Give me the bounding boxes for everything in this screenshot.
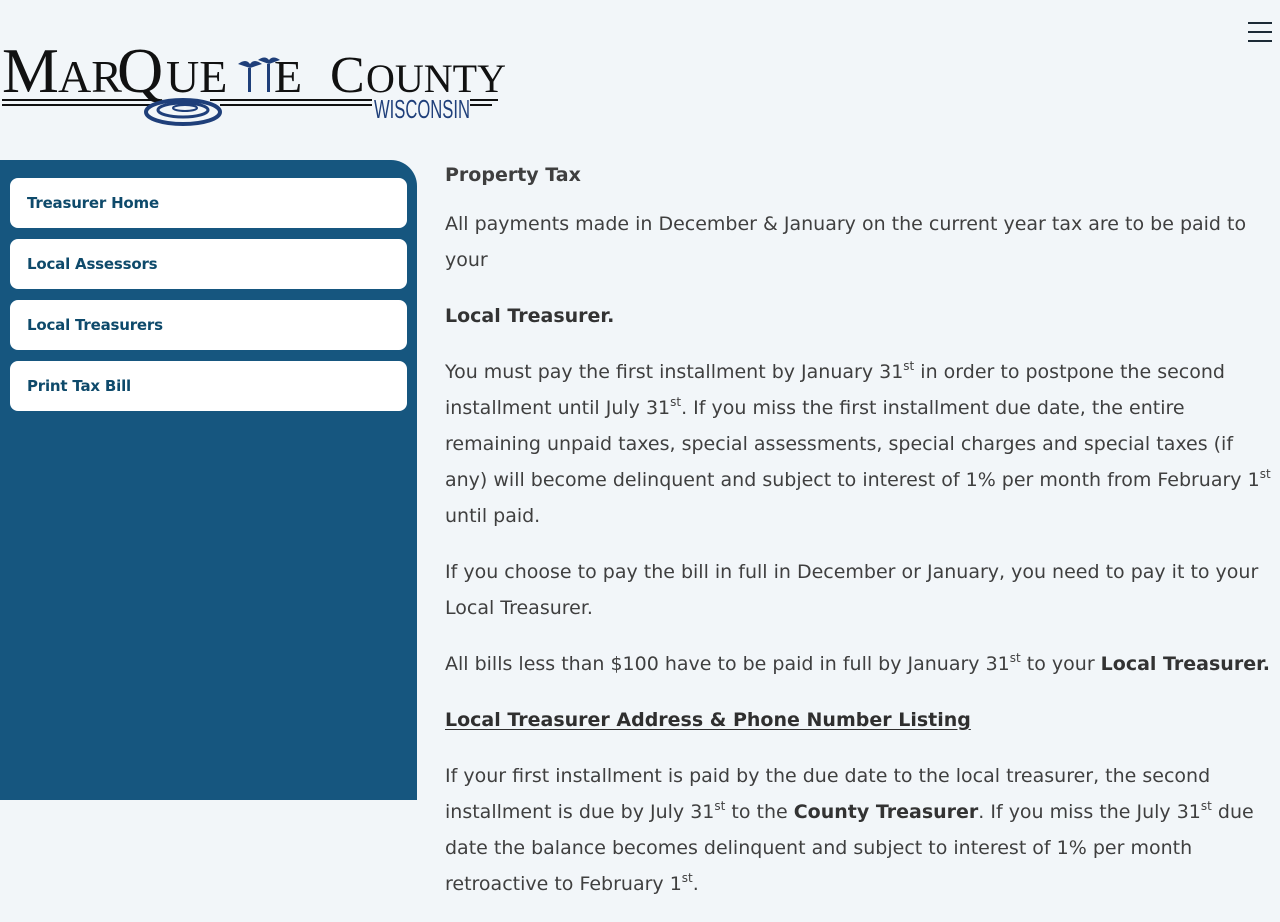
logo-text-e: E [274,51,303,102]
menu-line [1248,40,1272,42]
logo-text-marquette-rest: AR [58,51,122,102]
superscript: st [670,395,682,409]
text-segment: to your [1020,653,1101,675]
logo-text-marquette-m: M [2,35,59,106]
text-segment: due date the balance becomes delinquent and subject to interest of 1% per month retroactive to February 1 [445,801,1254,895]
logo-text-wisconsin: WISCONSIN [374,94,470,124]
text-segment: All bills less than $100 have to be paid in full by January 31 [445,653,1010,675]
logo-text-county-c: C [330,47,365,104]
superscript: st [903,359,915,373]
county-treasurer-bold: County Treasurer [793,801,979,823]
paragraph-full-payment: If you choose to pay the bill in full in December or January, you need to pay it to your Local Treasurer. [445,561,1259,619]
logo-text-county-rest: OUNTY [366,56,506,101]
sidebar-item-label: Local Treasurers [27,316,163,334]
sidebar-item-treasurer-home[interactable] [10,178,407,228]
superscript: st [1009,651,1021,665]
text-segment: . If you miss the first installment due date, the entire remaining unpaid taxes, special assessments, special charges and special taxes (if any) will become delinquent and subject to interest of 1% per month from February 1 [445,397,1260,491]
superscript: st [681,871,693,885]
sidebar-item-print-tax-bill[interactable] [10,361,407,411]
sidebar-item-local-assessors[interactable] [10,239,407,289]
superscript: st [1259,467,1271,481]
local-treasurer-bold: Local Treasurer. [1100,653,1270,675]
menu-line [1248,22,1272,24]
superscript: st [714,799,726,813]
text-segment: . If you miss the July 31 [978,801,1201,823]
marquette-county-logo [0,30,506,130]
main-content [445,160,1275,922]
page-title: Property Tax [445,164,581,186]
paragraph-payments: All payments made in December & January on the current year tax are to be paid to your [445,213,1247,271]
menu-line [1248,31,1272,33]
sidebar-item-label: Local Assessors [27,255,158,273]
text-segment: . [692,873,699,895]
sidebar-item-label: Print Tax Bill [27,377,131,395]
text-segment: You must pay the first installment by January 31 [445,361,904,383]
text-segment: If your first installment is paid by the due date to the local treasurer, the second installment is due by July 31 [445,765,1211,823]
hamburger-menu-icon[interactable] [1248,22,1272,44]
text-segment: to the [725,801,794,823]
paragraph-small-bills [445,646,1275,682]
site-logo[interactable] [0,30,506,130]
local-treasurer-listing-link[interactable]: Local Treasurer Address & Phone Number Listing [445,709,971,731]
sidebar-item-label: Treasurer Home [27,194,159,212]
paragraph-second-installment [445,758,1275,902]
paragraph-installment [445,354,1275,534]
sidebar-item-local-treasurers[interactable] [10,300,407,350]
local-treasurer-bold: Local Treasurer. [445,305,615,327]
logo-text-marquette-q: Q [117,35,164,106]
paragraph-local-treasurer [445,298,1275,334]
logo-text-marquette-ue: UE [166,51,228,102]
sidebar-nav [0,160,417,800]
text-segment: in order to postpone the second installment until July 31 [445,361,1225,419]
paragraph-link [445,702,1275,738]
superscript: st [1200,799,1212,813]
logo-water-ripple-icon [146,100,220,124]
text-segment: until paid. [445,505,541,527]
